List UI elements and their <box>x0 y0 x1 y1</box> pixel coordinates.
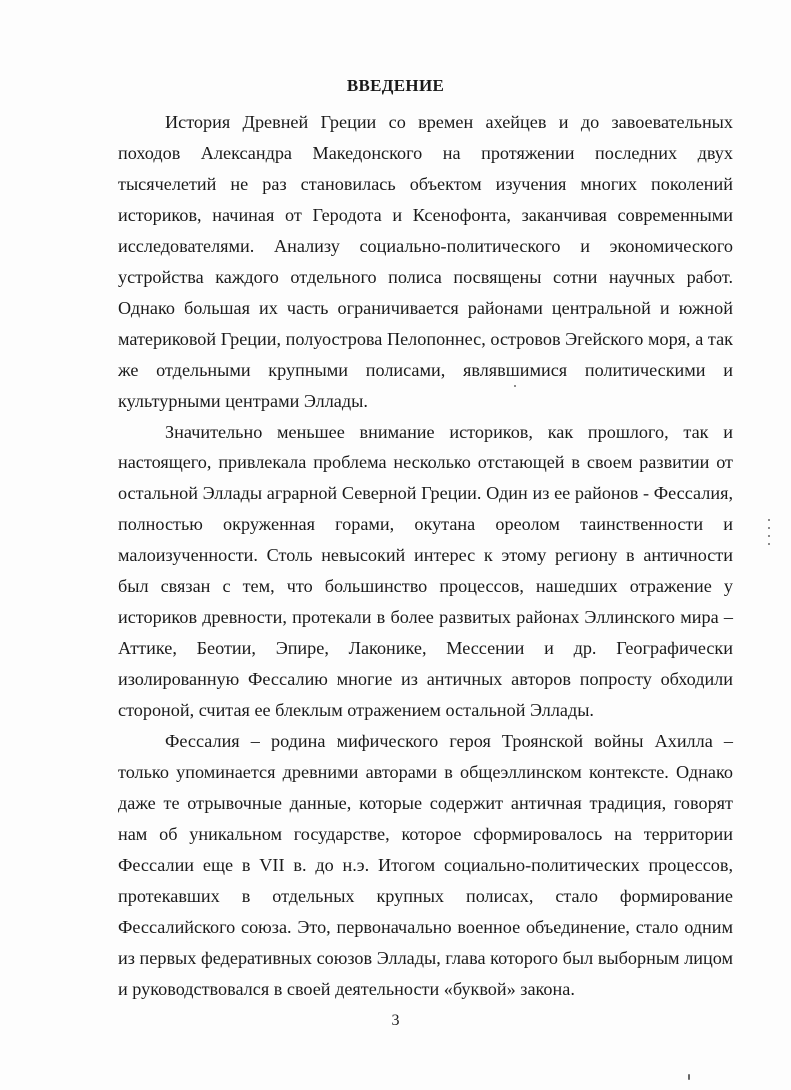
scan-speck <box>768 519 770 521</box>
scan-speck <box>688 1074 690 1080</box>
page-number: 3 <box>391 1012 400 1029</box>
scan-speck <box>768 535 770 537</box>
paragraph-2: Значительно меньшее внимание историков, как прошлого, так и настоящего, привлекала проблема несколько отстающей в своем развитии от остальной Эллады аграрной Северной Греции. Один из ее районов - Фессалия, полностью окруженная горами, окутана ореолом таинственности и малоизученности. Столь невысокий интерес к этому региону в античности был связан с тем, что большинство процессов, нашедших отражение у историков древности, протекали в более развитых районах Эллинского мира – Аттике, Беотии, Эпире, Лаконике, Мессении и др. Географически изолированную Фессалию многие из античных авторов попросту обходили стороной, считая ее блеклым отражением остальной Эллады. <box>118 421 733 721</box>
scan-speck <box>768 527 770 529</box>
body-text <box>118 107 733 1005</box>
scan-speck <box>768 543 770 545</box>
scan-speck <box>514 385 516 387</box>
paragraph-1: История Древней Греции со времен ахейцев и до завоевательных походов Александра Македонского на протяжении последних двух тысячелетий не раз становилась объектом изучения многих поколений историков, начиная от Геродота и Ксенофонта, заканчивая современными исследователями. Анализу социально-политического и экономического устройства каждого отдельного полиса посвящены сотни научных работ. Однако большая их часть ограничивается районами центральной и южной материковой Греции, полуострова Пелопоннес, островов Эгейского моря, а так же отдельными крупными полисами, являвшимися политическими и культурными центрами Эллады. <box>118 112 733 411</box>
page-title: ВВЕДЕНИЕ <box>346 76 445 95</box>
paragraph-3: Фессалия – родина мифического героя Троянской войны Ахилла – только упоминается древними авторами в общеэллинском контексте. Однако даже те отрывочные данные, которые содержит античная традиция, говорят нам об уникальном государстве, которое сформировалось на территории Фессалии еще в VII в. до н.э. Итогом социально-политических процессов, протекавших в отдельных крупных полисах, стало формирование Фессалийского союза. Это, первоначально военное объединение, стало одним из первых федеративных союзов Эллады, глава которого был выборным лицом и руководствовался в своей деятельности «буквой» закона. <box>118 731 733 999</box>
